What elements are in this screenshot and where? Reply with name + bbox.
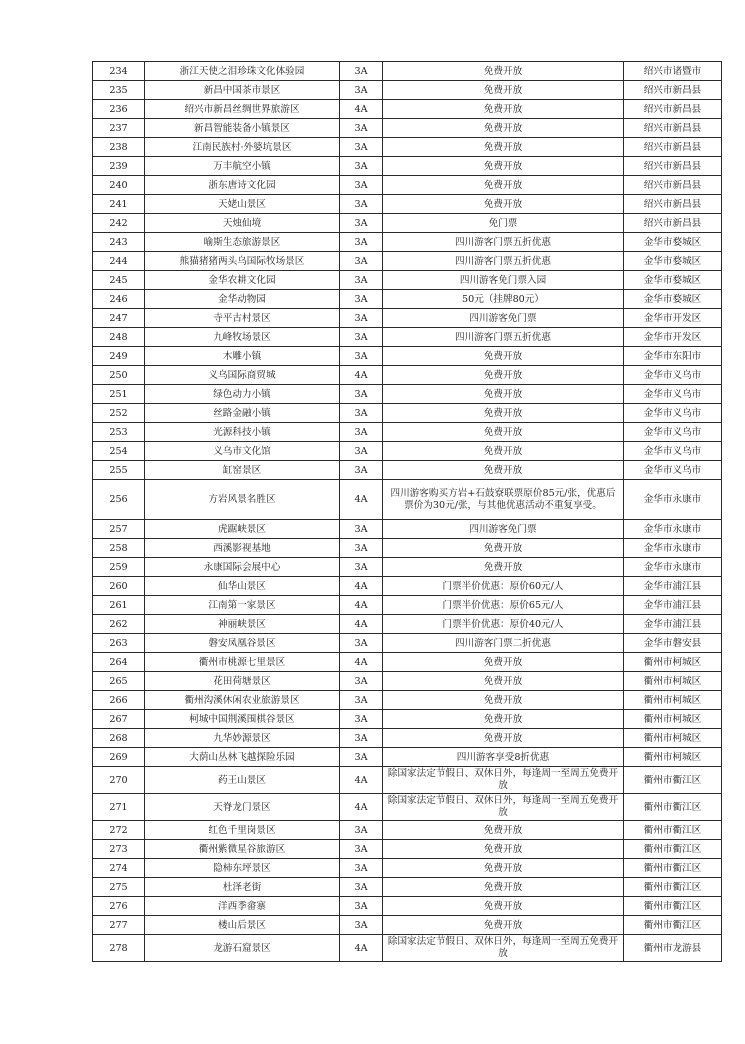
cell-location: 绍兴市新昌县 [624, 100, 722, 119]
cell-number: 271 [93, 794, 145, 821]
cell-scenic-name: 义乌市文化馆 [145, 442, 340, 461]
cell-location: 衢州市衢江区 [624, 897, 722, 916]
cell-scenic-name: 熊猫猪猪两头乌国际牧场景区 [145, 252, 340, 271]
cell-policy: 免费开放 [383, 81, 624, 100]
cell-location: 衢州市柯城区 [624, 710, 722, 729]
cell-grade: 3A [340, 634, 383, 653]
cell-policy: 免费开放 [383, 62, 624, 81]
cell-scenic-name: 衢州沟溪休闲农业旅游景区 [145, 691, 340, 710]
scenic-spot-table [92, 61, 722, 962]
table-row [93, 423, 722, 442]
cell-number: 272 [93, 821, 145, 840]
cell-policy: 免费开放 [383, 100, 624, 119]
cell-number: 263 [93, 634, 145, 653]
cell-policy: 四川游客免门票 [383, 520, 624, 539]
cell-policy: 门票半价优惠：原价60元/人 [383, 577, 624, 596]
cell-scenic-name: 江南第一家景区 [145, 596, 340, 615]
cell-number: 236 [93, 100, 145, 119]
cell-scenic-name: 洋西季畲寨 [145, 897, 340, 916]
cell-policy: 50元（挂牌80元） [383, 290, 624, 309]
cell-location: 衢州市衢江区 [624, 767, 722, 794]
cell-policy: 免费开放 [383, 539, 624, 558]
cell-location: 绍兴市诸暨市 [624, 62, 722, 81]
cell-policy: 四川游客门票五折优惠 [383, 252, 624, 271]
cell-grade: 3A [340, 878, 383, 897]
cell-policy: 免费开放 [383, 138, 624, 157]
table-row [93, 100, 722, 119]
cell-policy: 免费开放 [383, 195, 624, 214]
cell-location: 金华市永康市 [624, 520, 722, 539]
cell-location: 金华市义乌市 [624, 404, 722, 423]
cell-grade: 3A [340, 347, 383, 366]
cell-location: 金华市浦江县 [624, 596, 722, 615]
cell-policy: 四川游客门票五折优惠 [383, 328, 624, 347]
cell-scenic-name: 天烛仙境 [145, 214, 340, 233]
cell-number: 255 [93, 461, 145, 480]
cell-policy: 免费开放 [383, 859, 624, 878]
cell-number: 244 [93, 252, 145, 271]
table-row [93, 176, 722, 195]
cell-scenic-name: 药王山景区 [145, 767, 340, 794]
table-row [93, 157, 722, 176]
table-row [93, 794, 722, 821]
cell-number: 267 [93, 710, 145, 729]
cell-policy: 免费开放 [383, 461, 624, 480]
cell-grade: 3A [340, 271, 383, 290]
cell-grade: 3A [340, 840, 383, 859]
cell-grade: 3A [340, 233, 383, 252]
cell-policy: 免费开放 [383, 347, 624, 366]
cell-number: 261 [93, 596, 145, 615]
cell-location: 绍兴市新昌县 [624, 81, 722, 100]
cell-grade: 4A [340, 767, 383, 794]
cell-grade: 3A [340, 558, 383, 577]
cell-number: 259 [93, 558, 145, 577]
cell-number: 256 [93, 480, 145, 520]
table-row [93, 840, 722, 859]
table-row [93, 347, 722, 366]
cell-location: 金华市永康市 [624, 480, 722, 520]
cell-grade: 3A [340, 252, 383, 271]
cell-location: 衢州市柯城区 [624, 653, 722, 672]
cell-location: 金华市开发区 [624, 328, 722, 347]
cell-policy: 四川游客门票五折优惠 [383, 233, 624, 252]
cell-number: 276 [93, 897, 145, 916]
table-row [93, 328, 722, 347]
cell-number: 258 [93, 539, 145, 558]
cell-scenic-name: 红色千里岗景区 [145, 821, 340, 840]
cell-policy: 除国家法定节假日、双休日外，每逢周一至周五免费开放 [383, 794, 624, 821]
cell-location: 金华市婺城区 [624, 233, 722, 252]
table-row [93, 634, 722, 653]
cell-location: 金华市开发区 [624, 309, 722, 328]
cell-location: 绍兴市新昌县 [624, 119, 722, 138]
table-row [93, 62, 722, 81]
table-row [93, 461, 722, 480]
cell-policy: 四川游客购买方岩+石鼓寮联票原价85元/张，优惠后票价为30元/张，与其他优惠活动不重复享受。 [383, 480, 624, 520]
cell-grade: 4A [340, 794, 383, 821]
cell-location: 衢州市柯城区 [624, 672, 722, 691]
cell-scenic-name: 衢州市桃源七里景区 [145, 653, 340, 672]
table-row [93, 252, 722, 271]
cell-grade: 3A [340, 461, 383, 480]
cell-scenic-name: 神丽峡景区 [145, 615, 340, 634]
table-row [93, 748, 722, 767]
cell-policy: 免费开放 [383, 897, 624, 916]
cell-location: 衢州市衢江区 [624, 916, 722, 935]
cell-scenic-name: 缸窑景区 [145, 461, 340, 480]
cell-policy: 免费开放 [383, 729, 624, 748]
cell-number: 234 [93, 62, 145, 81]
cell-number: 240 [93, 176, 145, 195]
cell-scenic-name: 万丰航空小镇 [145, 157, 340, 176]
cell-scenic-name: 柯城中国荆溪围棋谷景区 [145, 710, 340, 729]
cell-grade: 3A [340, 404, 383, 423]
cell-grade: 3A [340, 859, 383, 878]
cell-location: 金华市义乌市 [624, 366, 722, 385]
cell-policy: 免费开放 [383, 710, 624, 729]
cell-number: 270 [93, 767, 145, 794]
cell-grade: 4A [340, 615, 383, 634]
cell-grade: 3A [340, 520, 383, 539]
table-row [93, 214, 722, 233]
cell-policy: 四川游客免门票入园 [383, 271, 624, 290]
cell-location: 金华市浦江县 [624, 615, 722, 634]
cell-location: 金华市浦江县 [624, 577, 722, 596]
cell-location: 衢州市柯城区 [624, 748, 722, 767]
cell-scenic-name: 浙江天使之泪珍珠文化体验园 [145, 62, 340, 81]
cell-grade: 3A [340, 119, 383, 138]
cell-scenic-name: 新昌中国茶市景区 [145, 81, 340, 100]
cell-location: 金华市磐安县 [624, 634, 722, 653]
cell-policy: 免费开放 [383, 176, 624, 195]
table-row [93, 480, 722, 520]
cell-number: 250 [93, 366, 145, 385]
cell-number: 237 [93, 119, 145, 138]
cell-number: 245 [93, 271, 145, 290]
table-row [93, 404, 722, 423]
table-row [93, 897, 722, 916]
cell-policy: 免费开放 [383, 157, 624, 176]
table-row [93, 558, 722, 577]
cell-policy: 免费开放 [383, 558, 624, 577]
cell-scenic-name: 金华动物园 [145, 290, 340, 309]
cell-grade: 3A [340, 214, 383, 233]
cell-location: 金华市义乌市 [624, 442, 722, 461]
cell-grade: 3A [340, 62, 383, 81]
cell-number: 249 [93, 347, 145, 366]
table-row [93, 309, 722, 328]
cell-policy: 除国家法定节假日、双休日外，每逢周一至周五免费开放 [383, 767, 624, 794]
cell-number: 275 [93, 878, 145, 897]
cell-scenic-name: 金华农耕文化园 [145, 271, 340, 290]
table-row [93, 119, 722, 138]
table-row [93, 596, 722, 615]
cell-number: 277 [93, 916, 145, 935]
table-body [93, 62, 722, 962]
table-row [93, 916, 722, 935]
table-row [93, 195, 722, 214]
cell-grade: 3A [340, 81, 383, 100]
cell-scenic-name: 天脊龙门景区 [145, 794, 340, 821]
cell-location: 金华市义乌市 [624, 423, 722, 442]
cell-grade: 4A [340, 577, 383, 596]
table-row [93, 729, 722, 748]
cell-location: 衢州市衢江区 [624, 878, 722, 897]
cell-location: 金华市义乌市 [624, 461, 722, 480]
cell-scenic-name: 仙华山景区 [145, 577, 340, 596]
cell-scenic-name: 龙游石窟景区 [145, 935, 340, 962]
cell-scenic-name: 丝路金融小镇 [145, 404, 340, 423]
table-row [93, 442, 722, 461]
table-row [93, 653, 722, 672]
cell-number: 257 [93, 520, 145, 539]
cell-policy: 四川游客享受8折优惠 [383, 748, 624, 767]
cell-policy: 免门票 [383, 214, 624, 233]
cell-grade: 3A [340, 729, 383, 748]
cell-scenic-name: 花田荷塘景区 [145, 672, 340, 691]
cell-number: 262 [93, 615, 145, 634]
table-row [93, 691, 722, 710]
cell-grade: 3A [340, 328, 383, 347]
cell-grade: 3A [340, 539, 383, 558]
cell-policy: 免费开放 [383, 442, 624, 461]
table-row [93, 539, 722, 558]
cell-policy: 免费开放 [383, 385, 624, 404]
cell-scenic-name: 九华妙源景区 [145, 729, 340, 748]
cell-scenic-name: 绍兴市新昌丝绸世界旅游区 [145, 100, 340, 119]
cell-grade: 4A [340, 596, 383, 615]
cell-number: 251 [93, 385, 145, 404]
table-row [93, 138, 722, 157]
table-row [93, 859, 722, 878]
cell-policy: 门票半价优惠：原价65元/人 [383, 596, 624, 615]
cell-number: 266 [93, 691, 145, 710]
cell-number: 278 [93, 935, 145, 962]
cell-number: 269 [93, 748, 145, 767]
cell-number: 273 [93, 840, 145, 859]
cell-policy: 免费开放 [383, 916, 624, 935]
cell-scenic-name: 西溪影视基地 [145, 539, 340, 558]
cell-policy: 免费开放 [383, 404, 624, 423]
table-row [93, 366, 722, 385]
cell-scenic-name: 绿色动力小镇 [145, 385, 340, 404]
table-row [93, 821, 722, 840]
cell-number: 241 [93, 195, 145, 214]
cell-grade: 3A [340, 195, 383, 214]
table-row [93, 385, 722, 404]
cell-location: 金华市义乌市 [624, 385, 722, 404]
cell-location: 绍兴市新昌县 [624, 157, 722, 176]
cell-grade: 3A [340, 176, 383, 195]
table-row [93, 520, 722, 539]
cell-scenic-name: 永康国际会展中心 [145, 558, 340, 577]
cell-location: 金华市婺城区 [624, 271, 722, 290]
cell-number: 264 [93, 653, 145, 672]
cell-scenic-name: 新昌智能装备小镇景区 [145, 119, 340, 138]
cell-grade: 3A [340, 385, 383, 404]
cell-grade: 3A [340, 710, 383, 729]
cell-location: 衢州市衢江区 [624, 821, 722, 840]
cell-scenic-name: 九峰牧场景区 [145, 328, 340, 347]
table-row [93, 233, 722, 252]
cell-location: 金华市婺城区 [624, 252, 722, 271]
table-row [93, 935, 722, 962]
table-row [93, 710, 722, 729]
cell-location: 衢州市龙游县 [624, 935, 722, 962]
cell-grade: 3A [340, 691, 383, 710]
cell-location: 绍兴市新昌县 [624, 176, 722, 195]
cell-location: 衢州市衢江区 [624, 840, 722, 859]
cell-scenic-name: 大荫山丛林飞越探险乐园 [145, 748, 340, 767]
cell-policy: 免费开放 [383, 672, 624, 691]
cell-location: 衢州市柯城区 [624, 691, 722, 710]
cell-location: 金华市永康市 [624, 558, 722, 577]
cell-grade: 4A [340, 653, 383, 672]
cell-grade: 3A [340, 897, 383, 916]
cell-policy: 免费开放 [383, 840, 624, 859]
cell-number: 252 [93, 404, 145, 423]
cell-policy: 免费开放 [383, 878, 624, 897]
cell-number: 254 [93, 442, 145, 461]
cell-number: 265 [93, 672, 145, 691]
cell-grade: 3A [340, 916, 383, 935]
cell-policy: 免费开放 [383, 423, 624, 442]
cell-grade: 3A [340, 748, 383, 767]
cell-grade: 3A [340, 290, 383, 309]
cell-location: 绍兴市新昌县 [624, 214, 722, 233]
table-row [93, 672, 722, 691]
cell-location: 金华市东阳市 [624, 347, 722, 366]
cell-policy: 免费开放 [383, 119, 624, 138]
cell-number: 238 [93, 138, 145, 157]
table-row [93, 767, 722, 794]
cell-location: 金华市永康市 [624, 539, 722, 558]
cell-location: 绍兴市新昌县 [624, 138, 722, 157]
cell-scenic-name: 光源科技小镇 [145, 423, 340, 442]
cell-scenic-name: 衢州紫微星谷旅游区 [145, 840, 340, 859]
cell-grade: 3A [340, 442, 383, 461]
cell-grade: 4A [340, 480, 383, 520]
cell-grade: 3A [340, 138, 383, 157]
table-row [93, 271, 722, 290]
cell-location: 衢州市衢江区 [624, 859, 722, 878]
cell-scenic-name: 天姥山景区 [145, 195, 340, 214]
cell-scenic-name: 楼山后景区 [145, 916, 340, 935]
cell-number: 268 [93, 729, 145, 748]
cell-location: 衢州市柯城区 [624, 729, 722, 748]
cell-scenic-name: 江南民族村·外婆坑景区 [145, 138, 340, 157]
cell-policy: 除国家法定节假日、双休日外，每逢周一至周五免费开放 [383, 935, 624, 962]
cell-number: 253 [93, 423, 145, 442]
table-row [93, 290, 722, 309]
cell-scenic-name: 隐柿东坪景区 [145, 859, 340, 878]
cell-scenic-name: 方岩风景名胜区 [145, 480, 340, 520]
cell-number: 239 [93, 157, 145, 176]
cell-scenic-name: 木雕小镇 [145, 347, 340, 366]
scenic-spot-table-page [92, 61, 721, 962]
table-row [93, 577, 722, 596]
cell-grade: 3A [340, 309, 383, 328]
cell-grade: 4A [340, 366, 383, 385]
cell-grade: 3A [340, 821, 383, 840]
cell-scenic-name: 义乌国际商贸城 [145, 366, 340, 385]
cell-grade: 3A [340, 157, 383, 176]
cell-scenic-name: 虎踞峡景区 [145, 520, 340, 539]
cell-location: 绍兴市新昌县 [624, 195, 722, 214]
cell-policy: 四川游客免门票 [383, 309, 624, 328]
cell-number: 242 [93, 214, 145, 233]
cell-grade: 3A [340, 672, 383, 691]
cell-number: 274 [93, 859, 145, 878]
cell-policy: 免费开放 [383, 653, 624, 672]
cell-number: 243 [93, 233, 145, 252]
cell-scenic-name: 浙东唐诗文化园 [145, 176, 340, 195]
cell-scenic-name: 寺平古村景区 [145, 309, 340, 328]
cell-policy: 门票半价优惠：原价40元/人 [383, 615, 624, 634]
cell-grade: 4A [340, 935, 383, 962]
cell-grade: 3A [340, 423, 383, 442]
cell-policy: 免费开放 [383, 691, 624, 710]
table-row [93, 81, 722, 100]
cell-number: 248 [93, 328, 145, 347]
cell-scenic-name: 磐安凤凰谷景区 [145, 634, 340, 653]
cell-policy: 四川游客门票二折优惠 [383, 634, 624, 653]
cell-number: 246 [93, 290, 145, 309]
cell-policy: 免费开放 [383, 366, 624, 385]
cell-grade: 4A [340, 100, 383, 119]
cell-scenic-name: 喻斯生态旅游景区 [145, 233, 340, 252]
cell-location: 衢州市衢江区 [624, 794, 722, 821]
cell-policy: 免费开放 [383, 821, 624, 840]
cell-number: 260 [93, 577, 145, 596]
table-row [93, 878, 722, 897]
cell-number: 247 [93, 309, 145, 328]
cell-scenic-name: 杜泽老街 [145, 878, 340, 897]
table-row [93, 615, 722, 634]
cell-number: 235 [93, 81, 145, 100]
cell-location: 金华市婺城区 [624, 290, 722, 309]
